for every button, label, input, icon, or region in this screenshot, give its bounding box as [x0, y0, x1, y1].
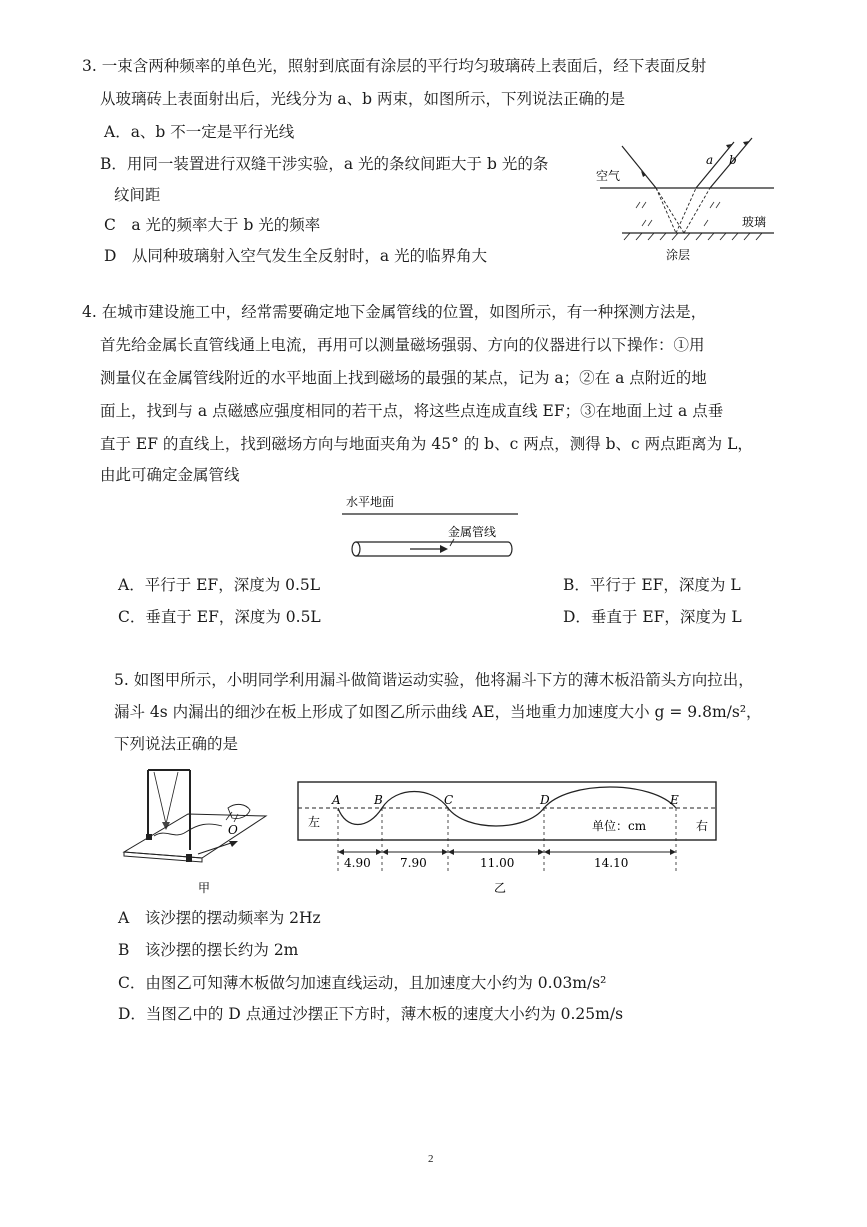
- q3-option-d: D 从同种玻璃射入空气发生全反射时，a 光的临界角大: [104, 247, 488, 265]
- q5-jia-o-label: O: [228, 823, 238, 837]
- q5-stem-line1: 5. 如图甲所示，小明同学利用漏斗做简谐运动实验，他将漏斗下方的薄木板沿箭头方向拉出，: [114, 671, 754, 689]
- q4-stem-line5: 直于 EF 的直线上，找到磁场方向与地面夹角为 45° 的 b、c 两点，测得 b、c 两点距离为 L，: [100, 435, 753, 453]
- q5-segment-cd: 11.00: [480, 856, 515, 870]
- q4-stem-line1: 4. 在城市建设施工中，经常需要确定地下金属管线的位置，如图所示，有一种探测方法是，: [82, 303, 707, 321]
- q5-stem-line3: 下列说法正确的是: [114, 735, 239, 753]
- q3-stem-line1: 3. 一束含两种频率的单色光，照射到底面有涂层的平行均匀玻璃砖上表面后，经下表面反射: [82, 57, 707, 75]
- q4-pipe-label: 金属管线: [448, 525, 497, 539]
- q4-option-d: D．垂直于 EF，深度为 L: [563, 608, 742, 626]
- q3-stem-line2: 从玻璃砖上表面射出后，光线分为 a、b 两束，如图所示，下列说法正确的是: [100, 90, 626, 108]
- q3-option-a: A．a、b 不一定是平行光线: [104, 123, 295, 141]
- q4-stem-line2: 首先给金属长直管线通上电流，再用可以测量磁场强弱、方向的仪器进行以下操作：①用: [100, 336, 705, 354]
- q5-yi-caption: 乙: [494, 881, 507, 895]
- q4-stem-line6: 由此可确定金属管线: [100, 466, 240, 484]
- q4-option-c: C．垂直于 EF，深度为 0.5L: [118, 608, 321, 626]
- q5-option-a: A 该沙摆的摆动频率为 2Hz: [118, 909, 321, 927]
- page-number: 2: [428, 1153, 434, 1165]
- q3-option-c: C a 光的频率大于 b 光的频率: [104, 216, 321, 234]
- q4-option-b: B．平行于 EF，深度为 L: [563, 576, 741, 594]
- q5-option-c: C．由图乙可知薄木板做匀加速直线运动，且加速度大小约为 0.03m/s²: [118, 974, 607, 992]
- q4-figure-pipe: [338, 490, 528, 570]
- q4-ground-label: 水平地面: [346, 495, 395, 509]
- q5-right-label: 右: [696, 819, 709, 833]
- q5-figure-jia: [118, 762, 278, 898]
- q3-ray-b-label: b: [729, 153, 737, 167]
- q3-option-b-line1: B．用同一装置进行双缝干涉实验，a 光的条纹间距大于 b 光的条: [100, 155, 549, 173]
- q5-point-a: A: [332, 793, 341, 807]
- q3-coating-label: 涂层: [666, 248, 691, 262]
- q3-air-label: 空气: [596, 169, 621, 183]
- q3-glass-label: 玻璃: [742, 215, 767, 229]
- q5-stem-line2: 漏斗 4s 内漏出的细沙在板上形成了如图乙所示曲线 AE，当地重力加速度大小 g = 9.8m/s²，: [114, 703, 762, 721]
- q5-segment-de: 14.10: [594, 856, 629, 870]
- q4-stem-line3: 测量仪在金属管线附近的水平地面上找到磁场的最强的某点，记为 a；②在 a 点附近的地: [100, 369, 707, 387]
- q3-figure-glass-brick: [592, 128, 782, 263]
- q5-jia-caption: 甲: [198, 881, 211, 895]
- q3-ray-a-label: a: [706, 153, 714, 167]
- q5-point-c: C: [444, 793, 454, 807]
- q3-option-b-line2: 纹间距: [114, 186, 161, 204]
- q5-segment-bc: 7.90: [400, 856, 427, 870]
- q5-point-d: D: [540, 793, 550, 807]
- q4-option-a: A．平行于 EF，深度为 0.5L: [118, 576, 321, 594]
- q5-point-b: B: [374, 793, 383, 807]
- q5-option-d: D．当图乙中的 D 点通过沙摆正下方时，薄木板的速度大小约为 0.25m/s: [118, 1005, 624, 1023]
- q5-point-e: E: [670, 793, 679, 807]
- q5-figure-yi: [296, 774, 720, 898]
- q4-stem-line4: 面上，找到与 a 点磁感应强度相同的若干点，将这些点连成直线 EF；③在地面上过 a 点垂: [100, 402, 724, 420]
- q5-segment-ab: 4.90: [344, 856, 371, 870]
- q5-left-label: 左: [308, 815, 321, 829]
- q5-option-b: B 该沙摆的摆长约为 2m: [118, 941, 299, 959]
- q5-unit-label: 单位：cm: [592, 819, 647, 833]
